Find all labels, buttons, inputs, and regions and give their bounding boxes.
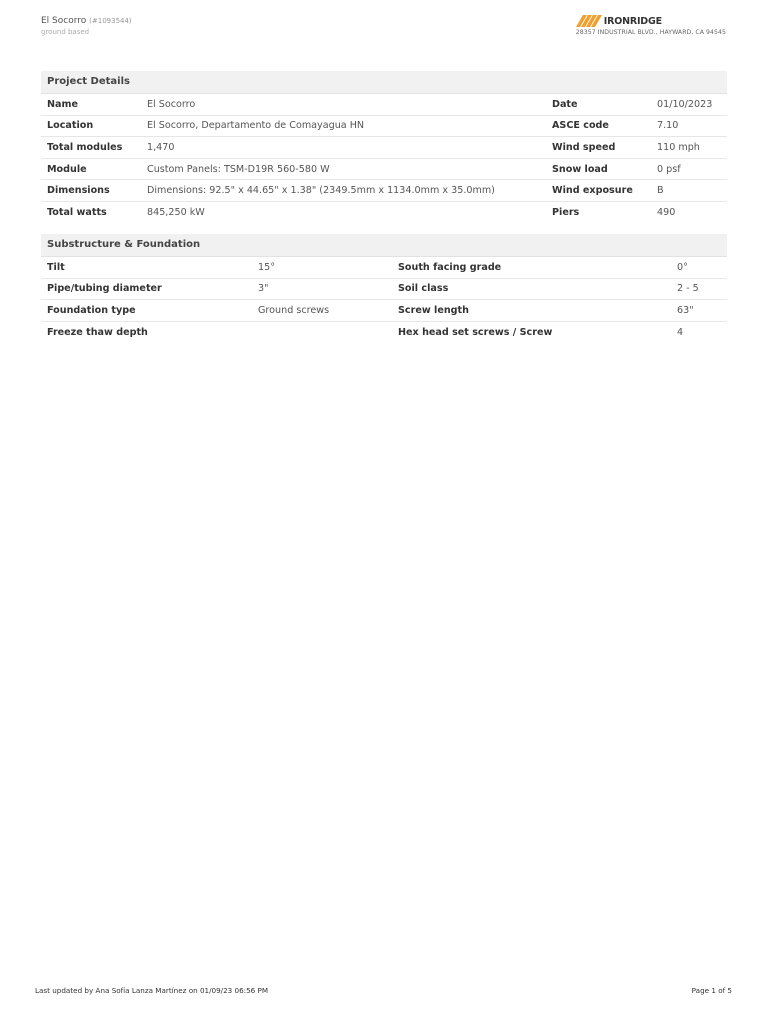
page-number: Page 1 of 5 (691, 986, 732, 995)
field-value: 1,470 (141, 137, 546, 159)
field-value: 7.10 (651, 115, 727, 137)
field-value: 01/10/2023 (651, 94, 727, 115)
field-value: 845,250 kW (147, 206, 205, 218)
field-label: Screw length (392, 300, 671, 322)
field-label: Snow load (546, 158, 651, 180)
field-label: Foundation type (41, 300, 252, 322)
table-row (41, 201, 727, 222)
last-updated-note: Last updated by Ana Sofía Lanza Martínez on 01/09/23 06:56 PM (35, 986, 269, 995)
field-label: Date (546, 94, 651, 115)
table-row (41, 321, 727, 342)
field-value: 3" (252, 278, 392, 300)
field-value: 490 (657, 206, 676, 218)
field-label: Tilt (41, 257, 252, 278)
field-label: South facing grade (392, 257, 671, 278)
field-label: Total modules (41, 137, 141, 159)
field-value: 0 psf (651, 158, 727, 180)
table-row (41, 137, 727, 159)
field-value: Custom Panels: TSM-D19R 560-580 W (141, 158, 546, 180)
table-row (41, 115, 727, 137)
table-row (41, 180, 727, 202)
section-title-substructure: Substructure & Foundation (41, 234, 727, 257)
field-label: Soil class (392, 278, 671, 300)
field-value: 63" (671, 300, 727, 322)
project-header (41, 15, 132, 37)
field-value: 0° (671, 257, 727, 278)
field-value: El Socorro, Departamento de Comayagua HN (141, 115, 546, 137)
field-label: Total watts (47, 206, 107, 218)
substructure-section (41, 234, 727, 342)
ironridge-logo-icon (576, 15, 602, 27)
table-row (41, 94, 727, 115)
table-row (41, 257, 727, 278)
field-label: ASCE code (546, 115, 651, 137)
field-label: Dimensions (41, 180, 141, 202)
project-title-line (41, 15, 132, 27)
field-value: 110 mph (651, 137, 727, 159)
field-label: Wind exposure (546, 180, 651, 202)
table-row (41, 278, 727, 300)
project-details-table (41, 94, 727, 223)
field-label: Pipe/tubing diameter (41, 278, 252, 300)
brand-logo (576, 14, 726, 28)
field-value: 4 (677, 326, 684, 338)
field-value: 2 - 5 (671, 278, 727, 300)
substructure-table (41, 257, 727, 342)
field-value: Dimensions: 92.5" x 44.65" x 1.38" (2349.5mm x 1134.0mm x 35.0mm) (141, 180, 546, 202)
field-label: Freeze thaw depth (47, 326, 148, 338)
field-value: B (651, 180, 727, 202)
project-name: El Socorro (41, 16, 87, 26)
brand-name: IRONRIDGE (603, 15, 662, 27)
section-title-project-details: Project Details (41, 71, 727, 94)
company-header (576, 14, 726, 36)
field-label: Hex head set screws / Screw (398, 326, 553, 338)
field-label: Name (41, 94, 141, 115)
table-row (41, 300, 727, 322)
field-value: El Socorro (141, 94, 546, 115)
project-details-section (41, 71, 727, 223)
field-label: Module (41, 158, 141, 180)
company-address: 28357 INDUSTRIAL BLVD., HAYWARD, CA 94545 (575, 29, 726, 36)
field-value: Ground screws (252, 300, 392, 322)
field-label: Wind speed (546, 137, 651, 159)
field-value: 15° (252, 257, 392, 278)
field-label: Piers (552, 206, 580, 218)
field-label: Location (41, 115, 141, 137)
project-id: (#1093544) (89, 17, 132, 25)
field-value (252, 321, 392, 342)
project-type: ground based (41, 28, 90, 36)
table-row (41, 158, 727, 180)
